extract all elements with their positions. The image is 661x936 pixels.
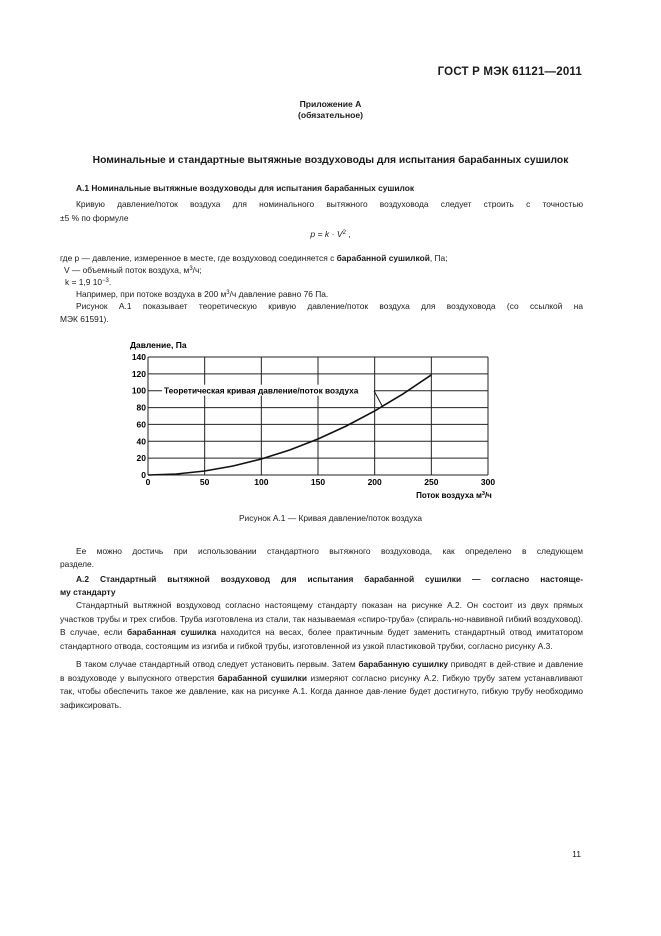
example-text: Например, при потоке воздуха в 200 м: [76, 289, 227, 299]
section-a2-p2-bold1: барабанную сушилку: [358, 659, 449, 669]
section-a1-heading: А.1 Номинальные вытяжные воздуховоды для испытания барабанных сушилок: [76, 183, 415, 193]
x-tick-label: 200: [367, 477, 382, 487]
x-tick-label: 50: [199, 477, 210, 487]
section-a2-p1-bold: барабанная сушилка: [126, 627, 217, 638]
section-a2-paragraph1: [60, 599, 583, 653]
figure-reference-line1: Рисунок А.1 показывает теоретическую кривую давление/поток воздуха для воздуховода (со ссылкой на: [76, 301, 583, 311]
y-tick-label: 120: [131, 368, 146, 379]
standard-number: ГОСТ Р МЭК 61121—2011: [437, 66, 582, 78]
chart-grid: [148, 357, 488, 475]
appendix-label: Приложение А: [299, 99, 362, 109]
definition-v-exp: 3: [189, 266, 193, 272]
formula-main: p = k · V: [310, 229, 343, 239]
page-number: 11: [572, 849, 581, 859]
x-tick-label: 100: [254, 477, 269, 487]
x-tick-label: 0: [145, 477, 151, 487]
y-tick-label: 0: [141, 470, 146, 480]
y-tick-labels: [132, 352, 146, 480]
appendix-status: (обязательное): [297, 110, 364, 120]
definition-v-text: V — объемный поток воздуха, м: [64, 265, 190, 275]
section-a2-paragraph2: [60, 658, 583, 712]
after-figure-paragraph: [60, 545, 583, 559]
formula-tail: ,: [345, 229, 351, 239]
definition-v-end: /ч;: [192, 265, 202, 275]
x-tick-label: 250: [424, 477, 439, 487]
section-a2-p2-rest: измеряют согласно рисунку А.2. Гибкую трубу затем устанавливают так, чтобы обеспечить такое же давление, как на рисунке А.1. Когда данное дав-ление будет достигнуто, гибкую трубу необходимо зафиксировать.: [60, 672, 583, 710]
figure-caption: Рисунок А.1 — Кривая давление/поток воздуха: [238, 513, 423, 523]
x-axis-label-text: Поток воздуха м: [416, 491, 482, 500]
section-a2-heading: [60, 573, 583, 587]
pressure-flow-chart: [100, 334, 520, 504]
after-figure-line2: разделе.: [60, 559, 95, 569]
x-tick-label: 150: [310, 477, 326, 487]
y-tick-label: 80: [136, 402, 146, 413]
y-tick-label: 20: [136, 453, 146, 464]
section-a2-heading-line1: А.2 Стандартный вытяжной воздуховод для испытания барабанной сушилки — согласно настояще-: [76, 574, 583, 584]
example-line: [76, 288, 328, 300]
definition-v: [64, 264, 202, 276]
example-end: /ч давление равно 76 Па.: [229, 289, 329, 299]
figure-reference: [60, 300, 583, 314]
section-a2-p2-text: В таком случае стандартный отвод следует установить первым. Затем: [76, 659, 359, 669]
annotation-leader: [374, 391, 383, 407]
definition-k: [65, 276, 111, 288]
section-a2-p2-mid: приводят в дей-ствие и давление в воздуховоде у выпускного отверстия: [60, 659, 583, 683]
definition-k-text: k = 1,9 10: [65, 277, 103, 287]
definition-p-text: где p — давление, измеренное в месте, где воздуховод соединяется с: [60, 253, 337, 263]
y-tick-label: 60: [136, 419, 146, 430]
x-axis-label: [416, 491, 492, 500]
y-tick-label: 40: [136, 436, 146, 447]
section-a2-p1-rest: находится на весах, более практичным будет заменить стандартный отвод имитатором стандартного отвода, состоящим из изгиба и гибкой трубы, изготовленной из узкой пластиковой трубки, согласно рисунку А.3.: [60, 627, 583, 651]
definition-k-exp: −3: [102, 278, 109, 284]
annotation-text: Теоретическая кривая давление/поток воздуха: [164, 385, 359, 396]
y-tick-label: 140: [131, 352, 146, 362]
example-exp: 3: [226, 290, 230, 296]
definition-p: [60, 252, 448, 264]
section-a2-p2-bold2: барабанной сушилки: [217, 672, 307, 683]
definition-p-bold: барабанной сушилкой: [336, 253, 430, 263]
figure-reference-line2: МЭК 61591).: [60, 314, 109, 324]
section-a1-line2: ±5 % по формуле: [60, 213, 129, 223]
appendix-title: Номинальные и стандартные вытяжные воздуховоды для испытания барабанных сушилок: [92, 155, 569, 166]
section-a1-line1: Кривую давление/поток воздуха для номинального вытяжного воздуховода следует строить с точностью: [76, 199, 583, 209]
definition-k-end: .: [108, 277, 112, 287]
formula: [0, 229, 661, 239]
formula-exponent: 2: [342, 230, 346, 236]
x-axis-label-unit: /ч: [484, 491, 492, 500]
section-a1-paragraph: [60, 198, 583, 212]
after-figure-line1: Ее можно достичь при использовании стандартного вытяжного воздуховода, как определено в следующем: [76, 546, 583, 556]
y-axis-label: Давление, Па: [130, 340, 187, 350]
section-a2-p1-text: Стандартный вытяжной воздуховод согласно настоящему стандарту показан на рисунке А.2. Он состоит из двух прямых участков трубы и трех сгибов. Труба изготовлена из стали, так называемая «спиро-труба» (спираль-но-навивной гибкий воздуховод). В случае, если: [60, 600, 583, 638]
definition-p-end: , Па;: [429, 253, 448, 263]
x-axis-label-exp: 3: [481, 491, 485, 497]
x-tick-label: 300: [480, 477, 496, 487]
section-a2-heading-line2: му стандарту: [60, 587, 116, 597]
x-tick-labels: [146, 477, 496, 487]
y-tick-label: 100: [131, 385, 146, 396]
